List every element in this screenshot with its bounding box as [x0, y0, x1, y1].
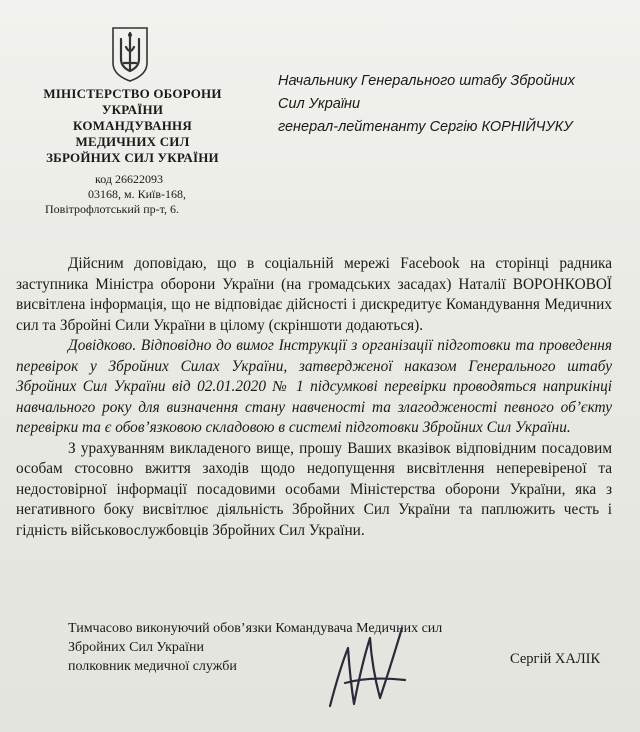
ministry-line: УКРАЇНИ	[101, 102, 164, 117]
body-paragraph: Дійсним доповідаю, що в соціальній мережі Facebook на сторінці радника заступника Міністра оборони України (на громадських засадах) Наталії ВОРОНКОВОЇ висвітлена інформація, що не відповідає дійсності і дискредитує Командування Медичних сил та Збройні Сили України в цілому (скріншоти додаються).	[16, 255, 612, 334]
ministry-line: МЕДИЧНИХ СИЛ	[75, 134, 190, 149]
signatory-name: Сергій ХАЛІК	[510, 651, 601, 667]
address-line: 03168, м. Київ-168,	[88, 187, 187, 201]
letter-body	[16, 254, 612, 541]
trident-coat-of-arms-icon	[110, 25, 150, 83]
ministry-line: МІНІСТЕРСТВО ОБОРОНИ	[43, 86, 222, 101]
recipient-line: Сил України	[278, 96, 361, 112]
recipient-line: Начальнику Генерального штабу Збройних	[278, 73, 575, 89]
recipient-block	[278, 70, 628, 139]
note-lead: Довідково.	[68, 337, 137, 354]
handwritten-signature	[310, 608, 440, 718]
signature-title-line: полковник медичної служби	[68, 659, 237, 674]
body-paragraph: З урахуванням викладеного вище, прошу Ваших вказівок відповідним посадовим особам стосовно вжиття заходів щодо недопущення висвітлення неперевіреної та недостовірної інформації посадовими особами Міністерства оборони України, яка з негативного боку висвітлює діяльність Збройних Сил України та паплюжить честь і гідність військовослужбовців Збройних Сил України.	[16, 439, 612, 539]
note-text: Відповідно до вимог Інструкції з організації підготовки та проведення перевірок у Збройних Силах України, затвердженої наказом Генерального штабу Збройних Сил України від 02.01.2020 № 1 підсумкові перевірки проводяться наприкінці навчального року для визначення стану навченості та злагодженості певного об’єкту перевірки та є обов’язковою складовою в системі підготовки Збройних Сил України.	[16, 337, 612, 436]
reference-note	[16, 336, 612, 439]
ministry-line: КОМАНДУВАННЯ	[73, 118, 192, 133]
organization-code: код 26622093	[95, 172, 163, 186]
address-line: Повітрофлотський пр-т, 6.	[45, 202, 179, 216]
recipient-line: генерал-лейтенанту Сергію КОРНІЙЧУКУ	[278, 119, 573, 135]
signature-title-line: Збройних Сил України	[68, 640, 205, 655]
signature-title-line: Тимчасово виконуючий обов’язки Командувача Медичних сил	[68, 621, 443, 636]
ministry-line: ЗБРОЙНИХ СИЛ УКРАЇНИ	[46, 150, 219, 165]
ministry-header	[20, 86, 245, 166]
